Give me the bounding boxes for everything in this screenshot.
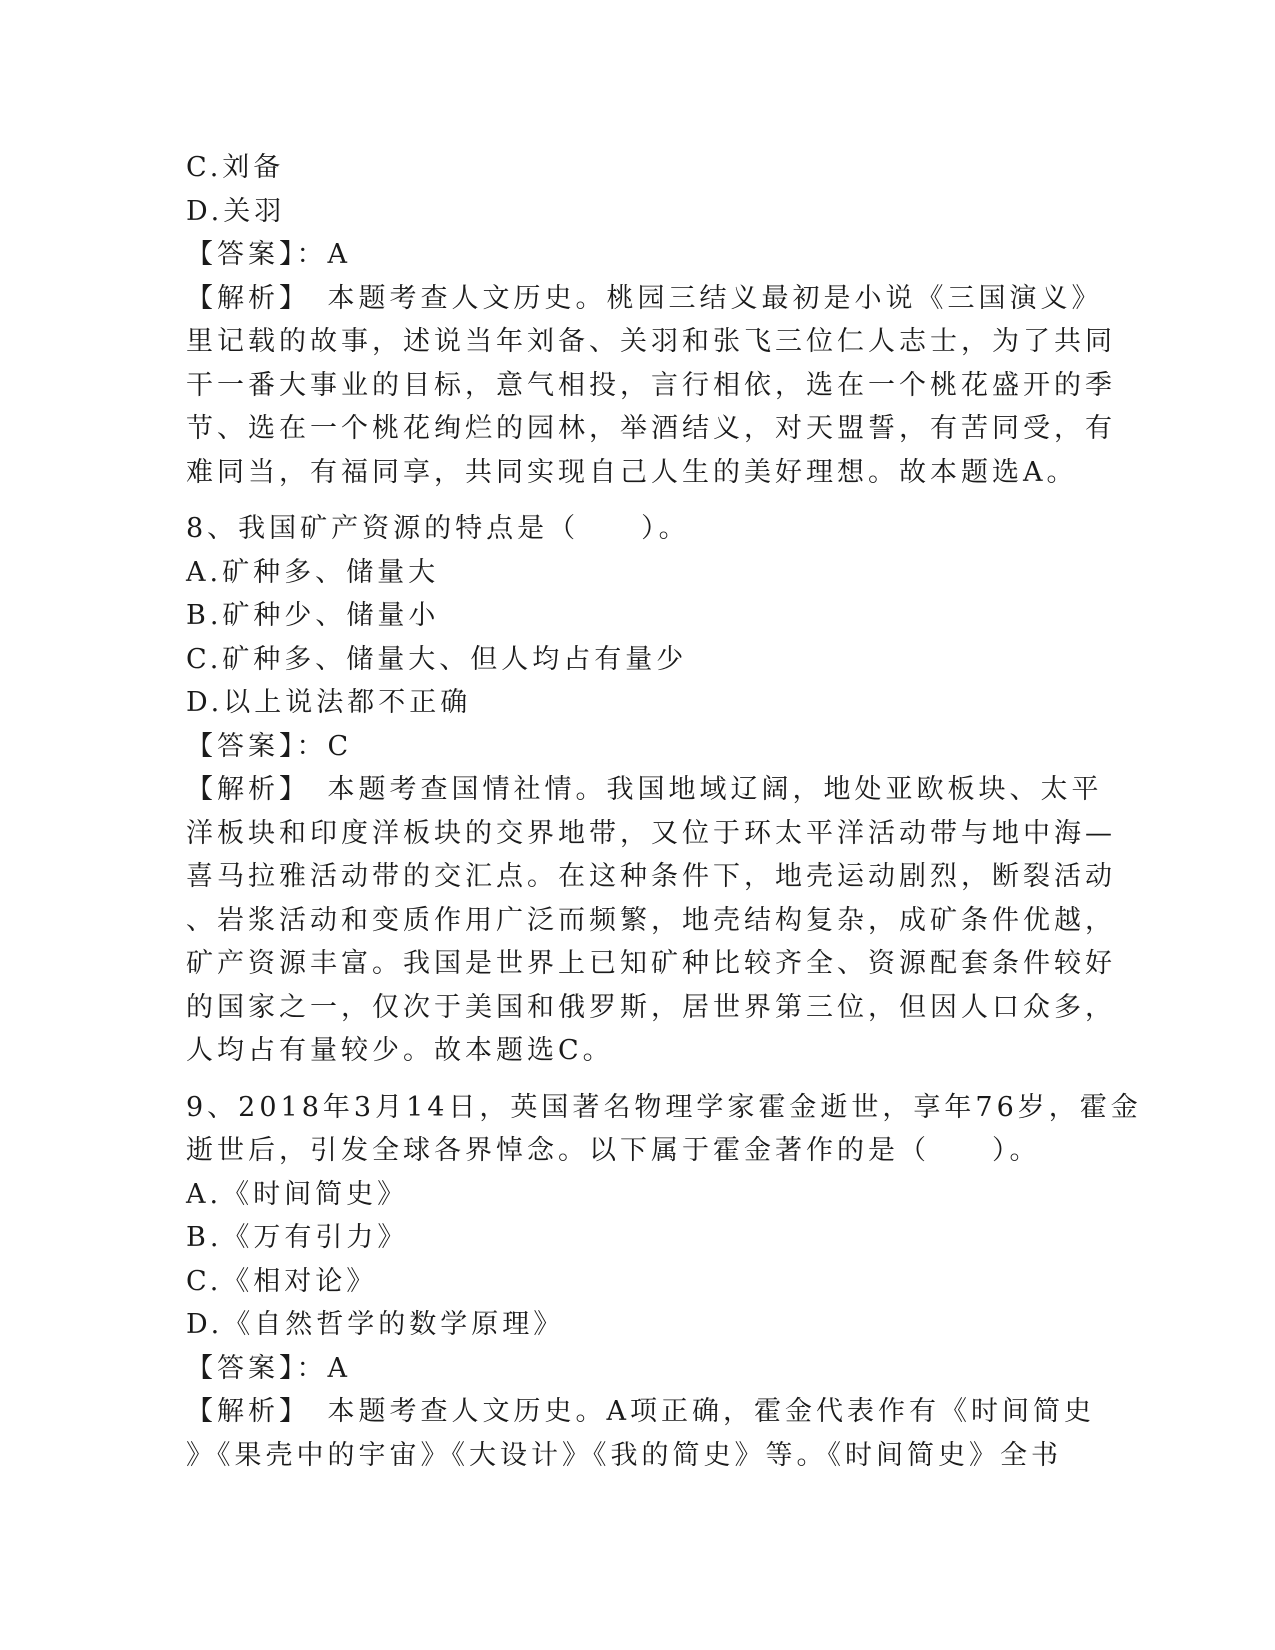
question-stem: 8、我国矿产资源的特点是（ ）。: [186, 513, 690, 544]
spacer: [186, 494, 1086, 507]
analysis-line: 里记载的故事，述说当年刘备、关羽和张飞三位仁人志士，为了共同: [186, 326, 1116, 357]
question-9: [186, 1086, 1142, 1478]
answer-line: 【答案】：C: [186, 730, 353, 762]
analysis-line: 干一番大事业的目标，意气相投，言行相依，选在一个桃花盛开的季: [186, 369, 1116, 401]
option-d: D.以上说法都不正确: [186, 687, 472, 718]
option-c: C.刘备: [186, 152, 285, 183]
analysis-line: 矿产资源丰富。我国是世界上已知矿种比较齐全、资源配套条件较好: [186, 948, 1116, 979]
spacer: [186, 1073, 1086, 1086]
answer-line: 【答案】：A: [186, 239, 351, 270]
option-a: A.矿种多、储量大: [186, 556, 440, 588]
option-c: C.《相对论》: [186, 1265, 378, 1297]
option-a: A.《时间简史》: [186, 1178, 409, 1210]
option-d: D.关羽: [186, 195, 286, 227]
analysis-line: 【解析】 本题考查国情社情。我国地域辽阔，地处亚欧板块、太平: [186, 774, 1103, 805]
analysis-line: 》《果壳中的宇宙》《大设计》《我的简史》等。《时间简史》全书: [186, 1439, 1062, 1471]
analysis-line: 喜马拉雅活动带的交汇点。在这种条件下，地壳运动剧烈，断裂活动: [186, 861, 1116, 892]
document-page: [186, 146, 1142, 1477]
analysis-line: 节、选在一个桃花绚烂的园林，举酒结义，对天盟誓，有苦同受，有: [186, 413, 1116, 444]
question-stem: 9、2018年3月14日，英国著名物理学家霍金逝世，享年76岁，霍金: [186, 1091, 1142, 1123]
analysis-line: 【解析】 本题考查人文历史。A项正确，霍金代表作有《时间简史: [186, 1396, 1095, 1427]
analysis-line: 难同当，有福同享，共同实现自己人生的美好理想。故本题选A。: [186, 456, 1078, 488]
analysis-line: 人均占有量较少。故本题选C。: [186, 1035, 614, 1066]
option-c: C.矿种多、储量大、但人均占有量少: [186, 643, 688, 675]
option-b: B.矿种少、储量小: [186, 600, 440, 631]
option-b: B.《万有引力》: [186, 1222, 409, 1253]
analysis-line: 洋板块和印度洋板块的交界地带，又位于环太平洋活动带与地中海—: [186, 817, 1116, 849]
answer-line: 【答案】：A: [186, 1352, 351, 1384]
option-d: D.《自然哲学的数学原理》: [186, 1309, 565, 1340]
question-stem: 逝世后，引发全球各界悼念。以下属于霍金著作的是（ ）。: [186, 1135, 1041, 1166]
question-8: [186, 507, 1116, 1073]
analysis-line: 、岩浆活动和变质作用广泛而频繁，地壳结构复杂，成矿条件优越，: [186, 904, 1116, 936]
analysis-line: 【解析】 本题考查人文历史。桃园三结义最初是小说《三国演义》: [186, 282, 1103, 314]
question-7: [186, 146, 1116, 494]
analysis-line: 的国家之一，仅次于美国和俄罗斯，居世界第三位，但因人口众多，: [186, 991, 1116, 1023]
